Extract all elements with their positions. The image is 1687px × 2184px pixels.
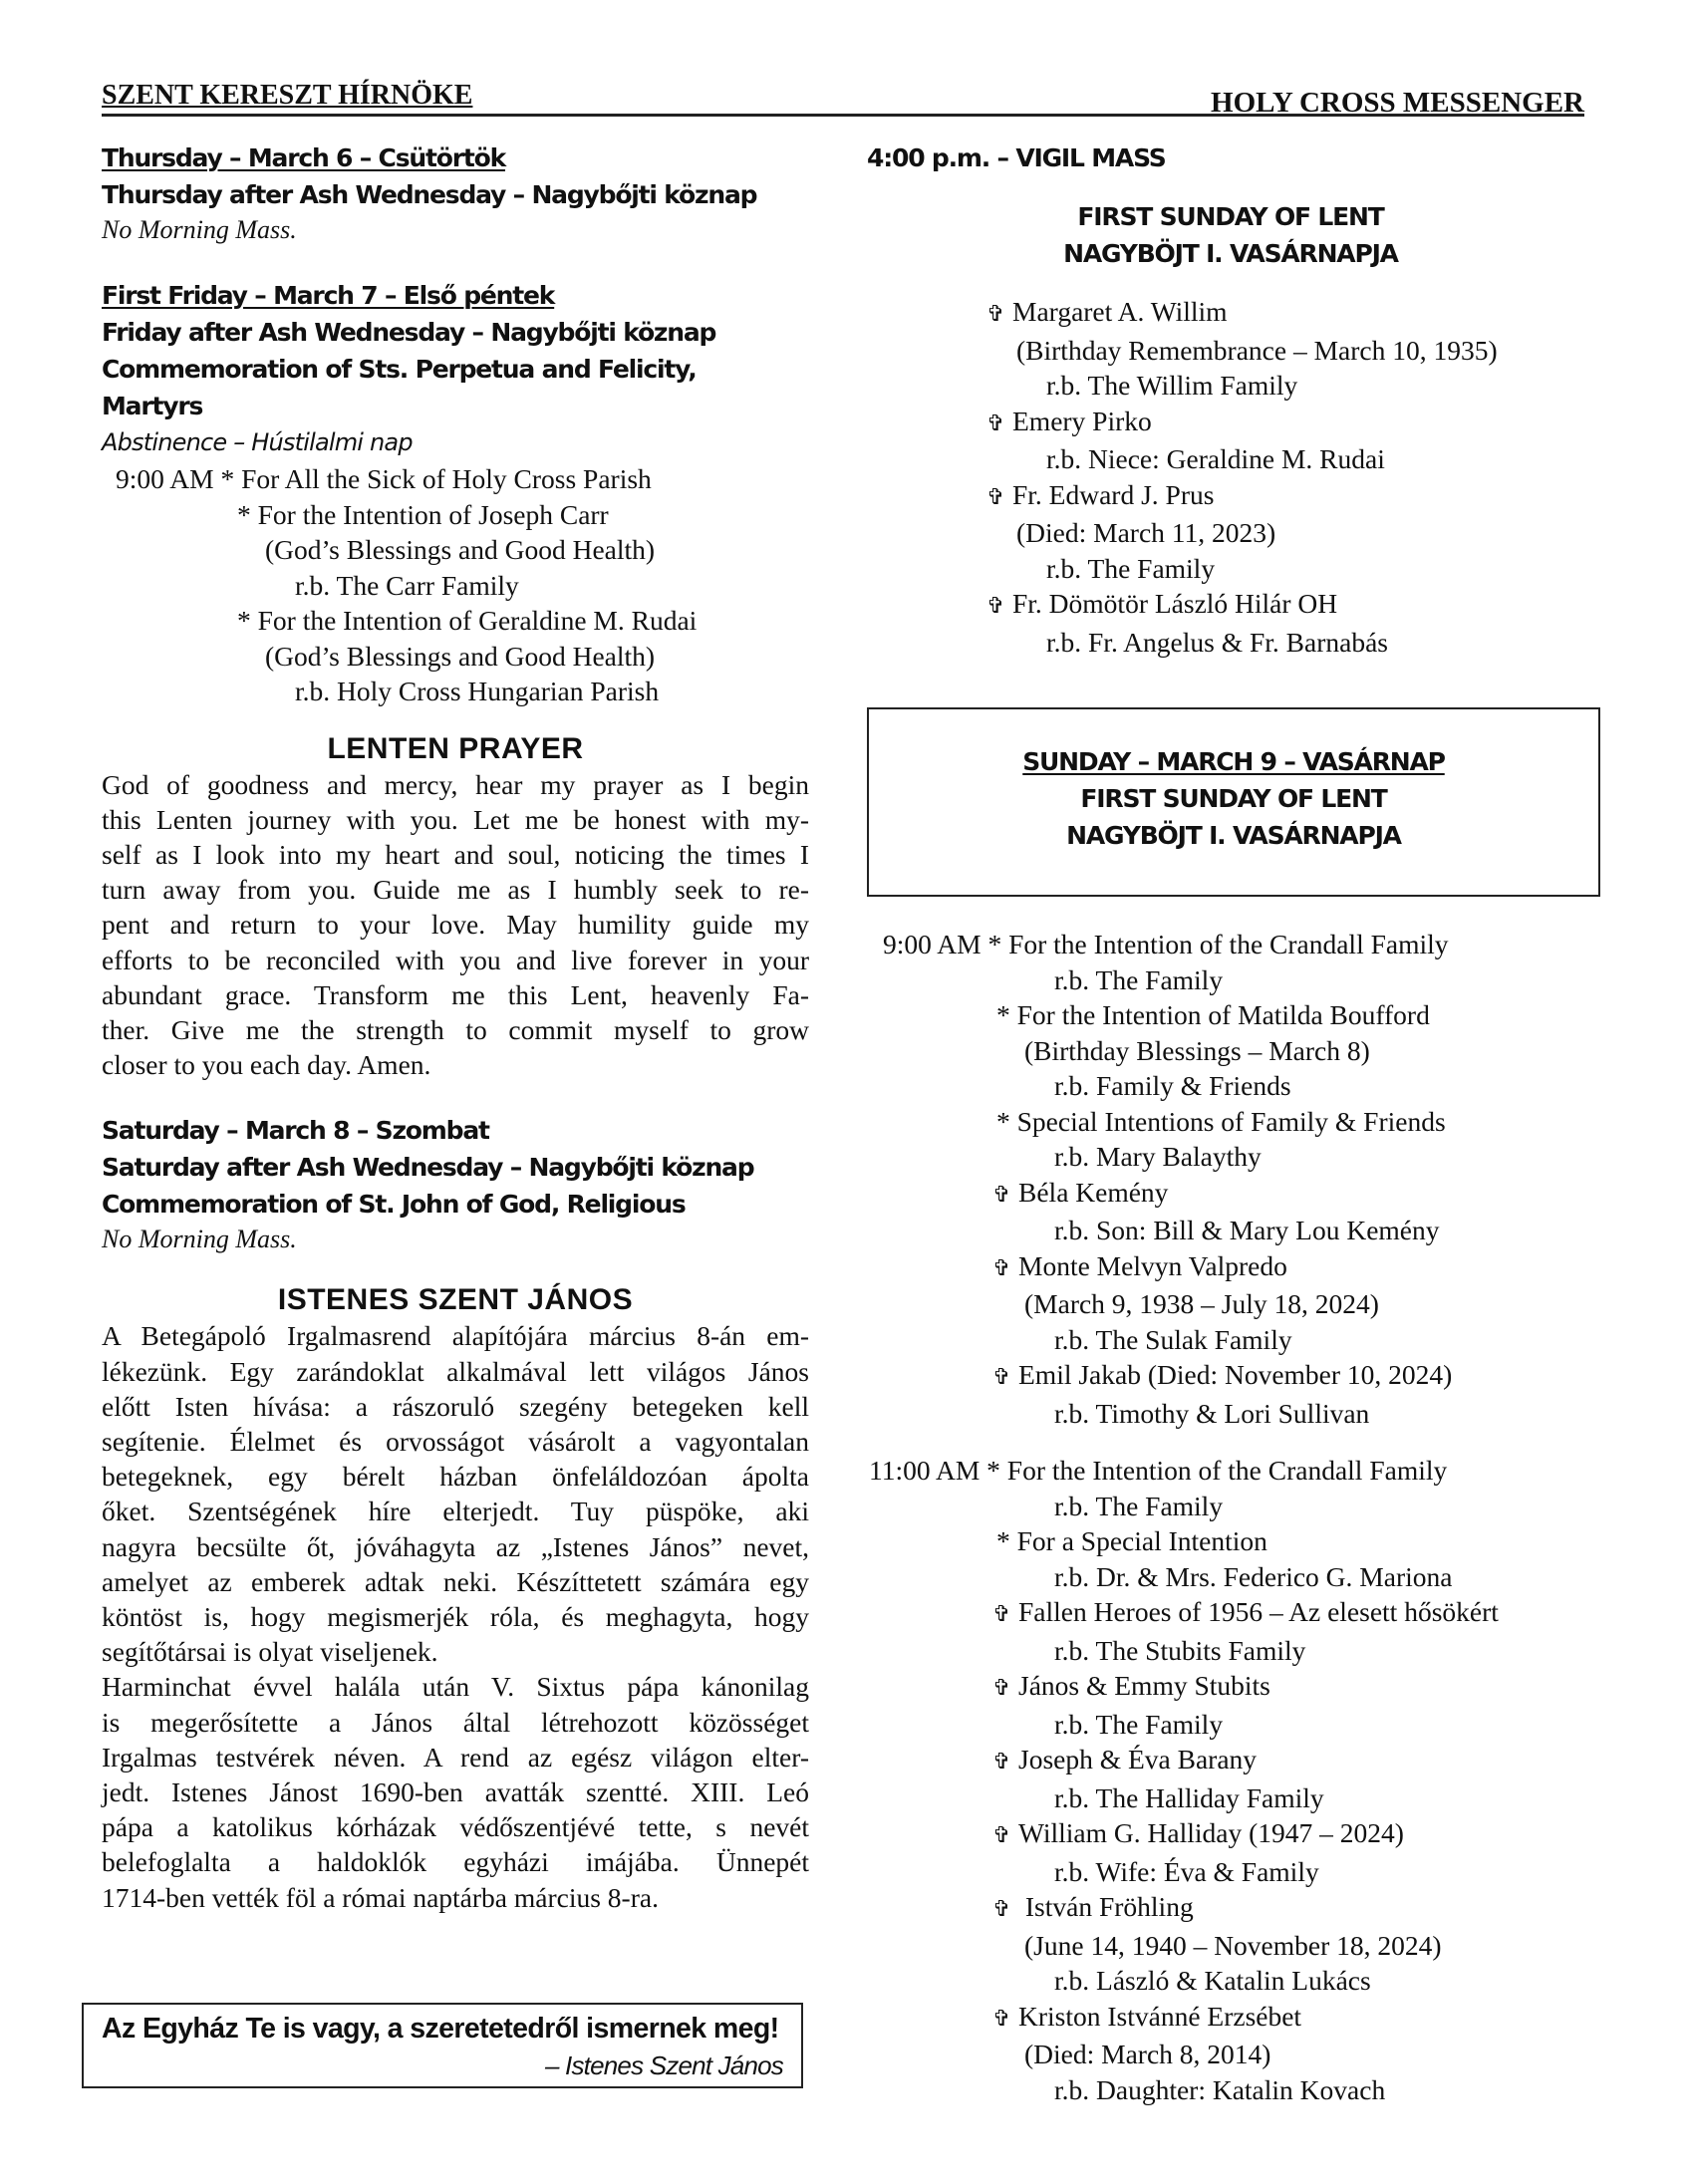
friday-section	[102, 277, 809, 709]
intention-text: Margaret A. Willim	[1012, 296, 1228, 327]
paragraph-line: belefoglalta a haldoklók egyházi imájába. Ünnepét	[102, 1846, 809, 1878]
paragraph-line: efforts to be reconciled with you and live forever in your	[102, 944, 809, 975]
sunday-11am-mass	[869, 1453, 1596, 2107]
paragraph-line: jedt. Istenes Jánost 1690-ben avatták szentté. XIII. Leó	[102, 1775, 809, 1807]
saturday-date-heading: Saturday – March 8 – Szombat	[102, 1116, 489, 1146]
paragraph-line: this Lenten journey with you. Let me be honest with my-	[102, 803, 809, 835]
intention-text: Fallen Heroes of 1956 – Az elesett hősökért	[1018, 1596, 1499, 1627]
intention-detail: (Birthday Blessings – March 8)	[1024, 1034, 1370, 1066]
paragraph-line: is megerősítette a János által létrehozott közösséget	[102, 1706, 809, 1738]
requested-by: r.b. The Family	[1046, 552, 1216, 584]
requested-by: r.b. Family & Friends	[1054, 1070, 1291, 1101]
intention-text: For the Intention of the Crandall Family	[1006, 1455, 1448, 1486]
requested-by: r.b. The Family	[1054, 1490, 1224, 1521]
intention-detail: (God’s Blessings and Good Health)	[265, 640, 656, 672]
paragraph-line: closer to you each day. Amen.	[102, 1049, 431, 1081]
left-column	[102, 139, 809, 1915]
vigil-intentions	[867, 294, 1594, 660]
mass-time: 11:00 AM	[869, 1455, 987, 1486]
friday-commemoration-cont: Martyrs	[102, 392, 203, 420]
vigil-title-english: FIRST SUNDAY OF LENT	[1077, 202, 1384, 231]
paragraph-line: nagyra becsülte őt, jóváhagyta az „Istenes János” nevet,	[102, 1530, 809, 1562]
intention-detail: (June 14, 1940 – November 18, 2024)	[1024, 1929, 1442, 1961]
intention-detail: (March 9, 1938 – July 18, 2024)	[1024, 1288, 1379, 1319]
sunday-date-text: SUNDAY – MARCH 9 – VASÁRNAP	[1022, 747, 1445, 776]
requested-by: r.b. Holy Cross Hungarian Parish	[295, 676, 660, 706]
paragraph-line: őket. Szentségének híre elterjedt. Tuy püspöke, aki	[102, 1496, 809, 1527]
mass-intention	[869, 1668, 1596, 1707]
cross-icon: ✞	[986, 302, 1005, 327]
vigil-mass-heading: 4:00 p.m. – VIGIL MASS	[867, 143, 1166, 172]
paragraph-line: segítenie. Élelmet és orvosságot vásárolt a vagyontalan	[102, 1425, 809, 1457]
mass-intention	[867, 294, 1594, 333]
mass-intention	[883, 1175, 1600, 1214]
intention-text: For the Intention of Geraldine M. Rudai	[257, 605, 698, 636]
friday-date-heading: First Friday – March 7 – Első péntek	[102, 281, 555, 310]
mass-intention	[867, 404, 1594, 442]
cross-icon: ✞	[992, 1897, 1011, 1922]
quote-text: Az Egyház Te is vagy, a szeretetedről ismernek meg!	[102, 2013, 779, 2045]
intention-text: István Fröhling	[1018, 1891, 1194, 1922]
mass-intention	[102, 461, 809, 497]
vigil-title-hungarian: NAGYBÖJT I. VASÁRNAPJA	[1063, 239, 1398, 268]
intention-text: Emil Jakab (Died: November 10, 2024)	[1018, 1359, 1453, 1390]
lenten-prayer-title: LENTEN PRAYER	[327, 731, 584, 765]
intention-text: Fr. Dömötör László Hilár OH	[1012, 588, 1338, 619]
intention-text: For All the Sick of Holy Cross Parish	[241, 463, 652, 494]
asterisk-icon: *	[237, 498, 251, 530]
paragraph-line: A Betegápoló Irgalmasrend alapítójára március 8-án em-	[102, 1320, 809, 1352]
cross-icon: ✞	[992, 2006, 1011, 2032]
quote-box	[82, 2003, 803, 2088]
intention-text: Kriston Istvánné Erzsébet	[1018, 2000, 1302, 2032]
sunday-heading-box	[867, 707, 1600, 897]
masthead-english-title: HOLY CROSS MESSENGER	[1211, 87, 1584, 119]
requested-by: r.b. The Family	[1054, 963, 1224, 995]
requested-by: r.b. The Willim Family	[1046, 370, 1298, 401]
mass-intention	[867, 586, 1594, 625]
mass-intention	[883, 997, 1600, 1033]
cross-icon: ✞	[986, 594, 1005, 619]
paragraph-line: pápa a katolikus kórházak védőszentjévé tette, s nevét	[102, 1811, 809, 1843]
paragraph-line: amelyet az emberek adtak neki. Készíttetett számára egy	[102, 1565, 809, 1597]
requested-by: r.b. Mary Balaythy	[1054, 1141, 1262, 1172]
sunday-9am-mass	[883, 927, 1600, 1431]
masthead	[102, 70, 1584, 117]
intention-detail: (Died: March 11, 2023)	[1016, 517, 1276, 548]
mass-intention	[869, 1742, 1596, 1780]
requested-by: r.b. The Carr Family	[295, 569, 519, 601]
intention-detail: (Died: March 8, 2014)	[1024, 2039, 1271, 2069]
requested-by: r.b. Daughter: Katalin Kovach	[1054, 2073, 1386, 2105]
mass-intention	[869, 1453, 1596, 1489]
mass-intention	[883, 927, 1600, 962]
mass-intention	[869, 1594, 1596, 1633]
intention-text: Joseph & Éva Barany	[1018, 1744, 1258, 1774]
lenten-prayer-section	[102, 731, 809, 1083]
intention-text: William G. Halliday (1947 – 2024)	[1018, 1817, 1404, 1848]
paragraph-line: Harminchat évvel halála után V. Sixtus pápa kánonilag	[102, 1671, 809, 1703]
mass-intention	[869, 1815, 1596, 1854]
mass-intention	[883, 1357, 1600, 1396]
friday-liturgical-day: Friday after Ash Wednesday – Nagybőjti köznap	[102, 318, 716, 347]
requested-by: r.b. Timothy & Lori Sullivan	[1054, 1397, 1370, 1429]
intention-text: For the Intention of Matilda Boufford	[1016, 999, 1430, 1030]
requested-by: r.b. Dr. & Mrs. Federico G. Mariona	[1054, 1560, 1453, 1592]
intention-text: For the Intention of the Crandall Family	[1008, 929, 1449, 959]
requested-by: r.b. Wife: Éva & Family	[1054, 1855, 1319, 1887]
paragraph-line: pent and return to your love. May humility guide my	[102, 909, 809, 941]
paragraph-line: előtt Isten hívása: a rászoruló szegény betegeken kell	[102, 1390, 809, 1422]
sunday-title-hungarian: NAGYBÖJT I. VASÁRNAPJA	[1066, 821, 1401, 850]
intention-text: For a Special Intention	[1016, 1525, 1267, 1556]
saturday-section	[102, 1112, 809, 1256]
saint-article-title: ISTENES SZENT JÁNOS	[277, 1283, 634, 1317]
paragraph-line: segítőtársai is olyat viseljenek.	[102, 1636, 438, 1668]
requested-by: r.b. Niece: Geraldine M. Rudai	[1046, 443, 1385, 474]
requested-by: r.b. Fr. Angelus & Fr. Barnabás	[1046, 626, 1388, 658]
requested-by: r.b. The Family	[1054, 1708, 1224, 1740]
cross-icon: ✞	[992, 1750, 1011, 1774]
saturday-note: No Morning Mass.	[102, 1225, 297, 1254]
mass-intention	[883, 1248, 1600, 1287]
thursday-note: No Morning Mass.	[102, 215, 297, 244]
intention-detail: (God’s Blessings and Good Health)	[265, 534, 656, 565]
saint-article-section	[102, 1282, 809, 1914]
intention-text: János & Emmy Stubits	[1018, 1670, 1270, 1701]
friday-commemoration: Commemoration of Sts. Perpetua and Felicity,	[102, 355, 697, 384]
thursday-section	[102, 139, 809, 247]
paragraph-line: Irgalmas testvérek néven. A rend az egész világon elter-	[102, 1741, 809, 1773]
intention-text: For the Intention of Joseph Carr	[257, 498, 609, 530]
friday-abstinence: Abstinence – Hústilalmi nap	[102, 428, 413, 456]
intention-text: Fr. Edward J. Prus	[1012, 478, 1215, 510]
asterisk-icon: *	[237, 605, 251, 636]
cross-icon: ✞	[986, 484, 1005, 510]
requested-by: r.b. The Sulak Family	[1054, 1323, 1292, 1355]
intention-text: Special Intentions of Family & Friends	[1016, 1105, 1446, 1137]
paragraph-line: abundant grace. Transform me this Lent, heavenly Fa-	[102, 978, 809, 1010]
mass-intention	[883, 1104, 1600, 1140]
asterisk-icon: *	[996, 1105, 1017, 1137]
mass-intention	[869, 1523, 1596, 1559]
asterisk-icon: *	[986, 1455, 1007, 1486]
mass-intention	[867, 477, 1594, 516]
requested-by: r.b. László & Katalin Lukács	[1054, 1965, 1371, 1996]
asterisk-icon: *	[996, 1525, 1017, 1556]
intention-text: Monte Melvyn Valpredo	[1018, 1249, 1287, 1281]
cross-icon: ✞	[986, 410, 1005, 436]
lenten-prayer-text	[102, 767, 809, 1083]
sunday-title-english: FIRST SUNDAY OF LENT	[1080, 784, 1387, 813]
cross-icon: ✞	[992, 1676, 1011, 1701]
saturday-liturgical-day: Saturday after Ash Wednesday – Nagybőjti köznap	[102, 1153, 754, 1183]
paragraph-line: 1714-ben vették föl a római naptárba március 8-ra.	[102, 1881, 659, 1913]
right-column	[867, 139, 1594, 660]
requested-by: r.b. The Stubits Family	[1054, 1634, 1306, 1666]
asterisk-icon: *	[996, 999, 1017, 1030]
requested-by: r.b. Son: Bill & Mary Lou Kemény	[1054, 1215, 1440, 1245]
saturday-commemoration: Commemoration of St. John of God, Religious	[102, 1190, 686, 1220]
paragraph-line: self as I look into my heart and soul, noticing the times I	[102, 838, 809, 870]
cross-icon: ✞	[992, 1823, 1011, 1848]
cross-icon: ✞	[992, 1602, 1011, 1627]
paragraph-line: ther. Give me the strength to commit myself to grow	[102, 1013, 809, 1045]
quote-attribution: – Istenes Szent János	[544, 2050, 783, 2080]
cross-icon: ✞	[992, 1365, 1011, 1390]
masthead-hungarian-title: SZENT KERESZT HÍRNÖKE	[102, 80, 473, 111]
thursday-liturgical-day: Thursday after Ash Wednesday – Nagybőjti köznap	[102, 180, 757, 209]
mass-intention	[102, 603, 809, 639]
requested-by: r.b. The Halliday Family	[1054, 1781, 1324, 1813]
cross-icon: ✞	[992, 1255, 1011, 1281]
friday-mass-schedule	[102, 461, 809, 709]
thursday-date-heading: Thursday – March 6 – Csütörtök	[102, 143, 505, 172]
intention-detail: (Birthday Remembrance – March 10, 1935)	[1016, 334, 1498, 366]
paragraph-line: lékezünk. Egy zarándoklat alkalmával lett világos János	[102, 1355, 809, 1387]
paragraph-line: köntöst is, hogy megismerjék róla, és meghagyta, hogy	[102, 1600, 809, 1632]
mass-intention	[102, 497, 809, 533]
mass-intention	[869, 1889, 1596, 1928]
cross-icon: ✞	[992, 1182, 1011, 1208]
saint-article-text	[102, 1318, 809, 1914]
paragraph-line: God of goodness and mercy, hear my prayer as I begin	[102, 768, 809, 800]
asterisk-icon: *	[220, 463, 235, 494]
intention-text: Emery Pirko	[1012, 405, 1152, 436]
sunday-date-heading	[869, 743, 1598, 780]
paragraph-line: turn away from you. Guide me as I humbly seek to re-	[102, 874, 809, 906]
paragraph-line: betegeknek, egy bérelt házban önfeláldozóan ápolta	[102, 1461, 809, 1493]
intention-text: Béla Kemény	[1018, 1176, 1169, 1208]
mass-time: 9:00 AM	[116, 463, 214, 494]
asterisk-icon: *	[987, 929, 1009, 959]
mass-intention	[869, 1999, 1596, 2038]
mass-time: 9:00 AM	[883, 929, 988, 959]
